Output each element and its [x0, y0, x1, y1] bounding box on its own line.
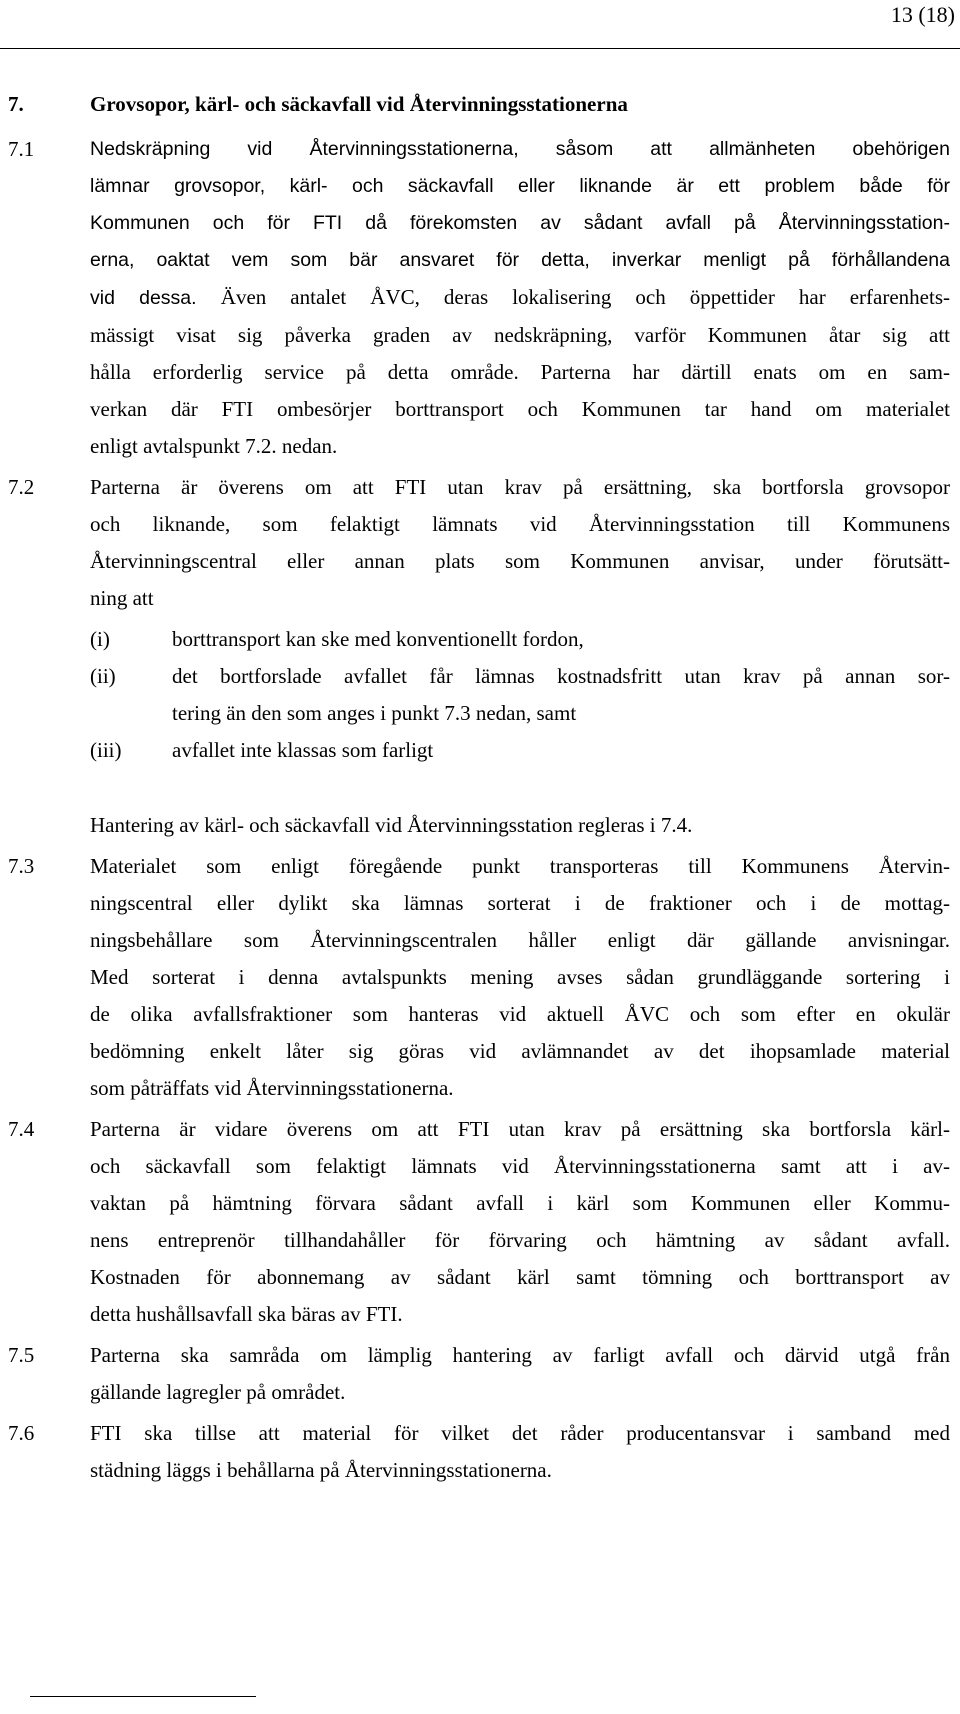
clause-line: de olika avfallsfraktioner som hanteras vid aktuell ÅVC och som efter en okulär: [90, 1002, 950, 1026]
clause-line-segment: Även antalet ÅVC, deras lokalisering och öppettider har erfarenhets-: [220, 285, 950, 309]
clause-line: verkan där FTI ombesörjer borttransport och Kommunen tar hand om materialet: [90, 397, 950, 421]
clause-line: Parterna är vidare överens om att FTI utan krav på ersättning ska bortforsla kärl-: [90, 1117, 950, 1141]
clause-line: Nedskräpning vid Återvinningsstationerna, såsom att allmänheten obehörigen: [90, 138, 950, 160]
clause-number: 7.5: [8, 1343, 35, 1367]
clause-line: gällande lagregler på området.: [90, 1380, 346, 1404]
clause-number: 7.2: [8, 475, 35, 499]
clause-line: erna, oaktat vem som bär ansvaret för detta, inverkar menligt på förhållandena: [90, 249, 950, 271]
list-item-label: (i): [90, 627, 110, 651]
clause-number: 7.6: [8, 1421, 35, 1445]
clause-7-1: [0, 131, 960, 465]
clause-7-3: [0, 848, 960, 1107]
clause-number: 7.3: [8, 854, 35, 878]
condition-list: [0, 621, 960, 769]
clause-line: nens entreprenör tillhandahåller för förvaring och hämtning av sådant avfall.: [90, 1228, 950, 1252]
clause-line: Med sorterat i denna avtalspunkts mening avses sådan grundläggande sortering i: [90, 965, 950, 989]
list-line: det bortforslade avfallet får lämnas kostnadsfritt utan krav på annan sor-: [172, 664, 950, 688]
clause-line: mässigt visat sig påverka graden av nedskräpning, varför Kommunen åtar sig att: [90, 323, 950, 347]
clause-line: och liknande, som felaktigt lämnats vid Återvinningsstation till Kommunens: [90, 512, 950, 536]
clause-body: [90, 1337, 950, 1411]
clause-line-mixed: [90, 279, 950, 317]
clause-line: Återvinningscentral eller annan plats som Kommunen anvisar, under förutsätt-: [90, 549, 950, 573]
page-content: [0, 86, 960, 1492]
clause-line: hålla erforderlig service på detta område. Parterna har därtill enats om en sam-: [90, 360, 950, 384]
clause-line: Kommunen och för FTI då förekomsten av sådant avfall på Återvinningsstation-: [90, 212, 950, 234]
clause-number: 7.1: [8, 137, 35, 161]
list-line: avfallet inte klassas som farligt: [172, 738, 434, 762]
clause-7-6: [0, 1415, 960, 1489]
list-item-text: [172, 621, 950, 658]
clause-7-4: [0, 1111, 960, 1333]
section-title: Grovsopor, kärl- och säckavfall vid Återvinningsstationerna: [90, 92, 628, 116]
clause-line: städning läggs i behållarna på Återvinningsstationerna.: [90, 1458, 552, 1482]
list-item: [0, 732, 960, 769]
clause-line: ning att: [90, 586, 154, 610]
header-rule: [0, 48, 960, 49]
clause-line: ningscentral eller dylikt ska lämnas sorterat i de fraktioner och i de mottag-: [90, 891, 950, 915]
list-item-label: (iii): [90, 738, 122, 762]
list-item-text: [172, 732, 950, 769]
list-item-label: (ii): [90, 664, 116, 688]
clause-7-5: [0, 1337, 960, 1411]
clause-line: lämnar grovsopor, kärl- och säckavfall eller liknande är ett problem både för: [90, 175, 950, 197]
clause-line: ningsbehållare som Återvinningscentralen håller enligt där gällande anvisningar.: [90, 928, 950, 952]
clause-line: vaktan på hämtning förvara sådant avfall i kärl som Kommunen eller Kommu-: [90, 1191, 950, 1215]
clause-line: Materialet som enligt föregående punkt transporteras till Kommunens Återvin-: [90, 854, 950, 878]
list-line: tering än den som anges i punkt 7.3 nedan, samt: [172, 701, 577, 725]
clause-line: och säckavfall som felaktigt lämnats vid Återvinningsstationerna samt att i av-: [90, 1154, 950, 1178]
clause-body: [90, 848, 950, 1107]
page-number: 13 (18): [890, 2, 955, 27]
clause-note: Hantering av kärl- och säckavfall vid Återvinningsstation regleras i 7.4.: [90, 813, 693, 837]
list-line: borttransport kan ske med konventionellt fordon,: [172, 627, 584, 651]
list-item-text: [172, 658, 950, 732]
footnote-rule: [30, 1696, 256, 1697]
clause-number: 7.4: [8, 1117, 35, 1141]
clause-line: Parterna är överens om att FTI utan krav på ersättning, ska bortforsla grovsopor: [90, 475, 950, 499]
section-number: 7.: [8, 92, 24, 116]
clause-line: detta hushållsavfall ska bäras av FTI.: [90, 1302, 403, 1326]
clause-body: [90, 131, 950, 465]
clause-line: Parterna ska samråda om lämplig hantering av farligt avfall och därvid utgå från: [90, 1343, 950, 1367]
clause-body: [90, 1415, 950, 1489]
clause-line-segment: vid dessa.: [90, 287, 197, 309]
clause-line: FTI ska tillse att material för vilket det råder producentansvar i samband med: [90, 1421, 950, 1445]
clause-line: bedömning enkelt låter sig göras vid avlämnandet av det ihopsamlade material: [90, 1039, 950, 1063]
clause-line: som påträffats vid Återvinningsstationerna.: [90, 1076, 454, 1100]
clause-line: enligt avtalspunkt 7.2. nedan.: [90, 434, 338, 458]
clause-7-2: [0, 469, 960, 617]
section-heading: [0, 86, 960, 123]
clause-line: Kostnaden för abonnemang av sådant kärl samt tömning och borttransport av: [90, 1265, 950, 1289]
clause-body: [90, 469, 950, 617]
list-item: [0, 658, 960, 732]
list-item: [0, 621, 960, 658]
clause-body: [90, 1111, 950, 1333]
